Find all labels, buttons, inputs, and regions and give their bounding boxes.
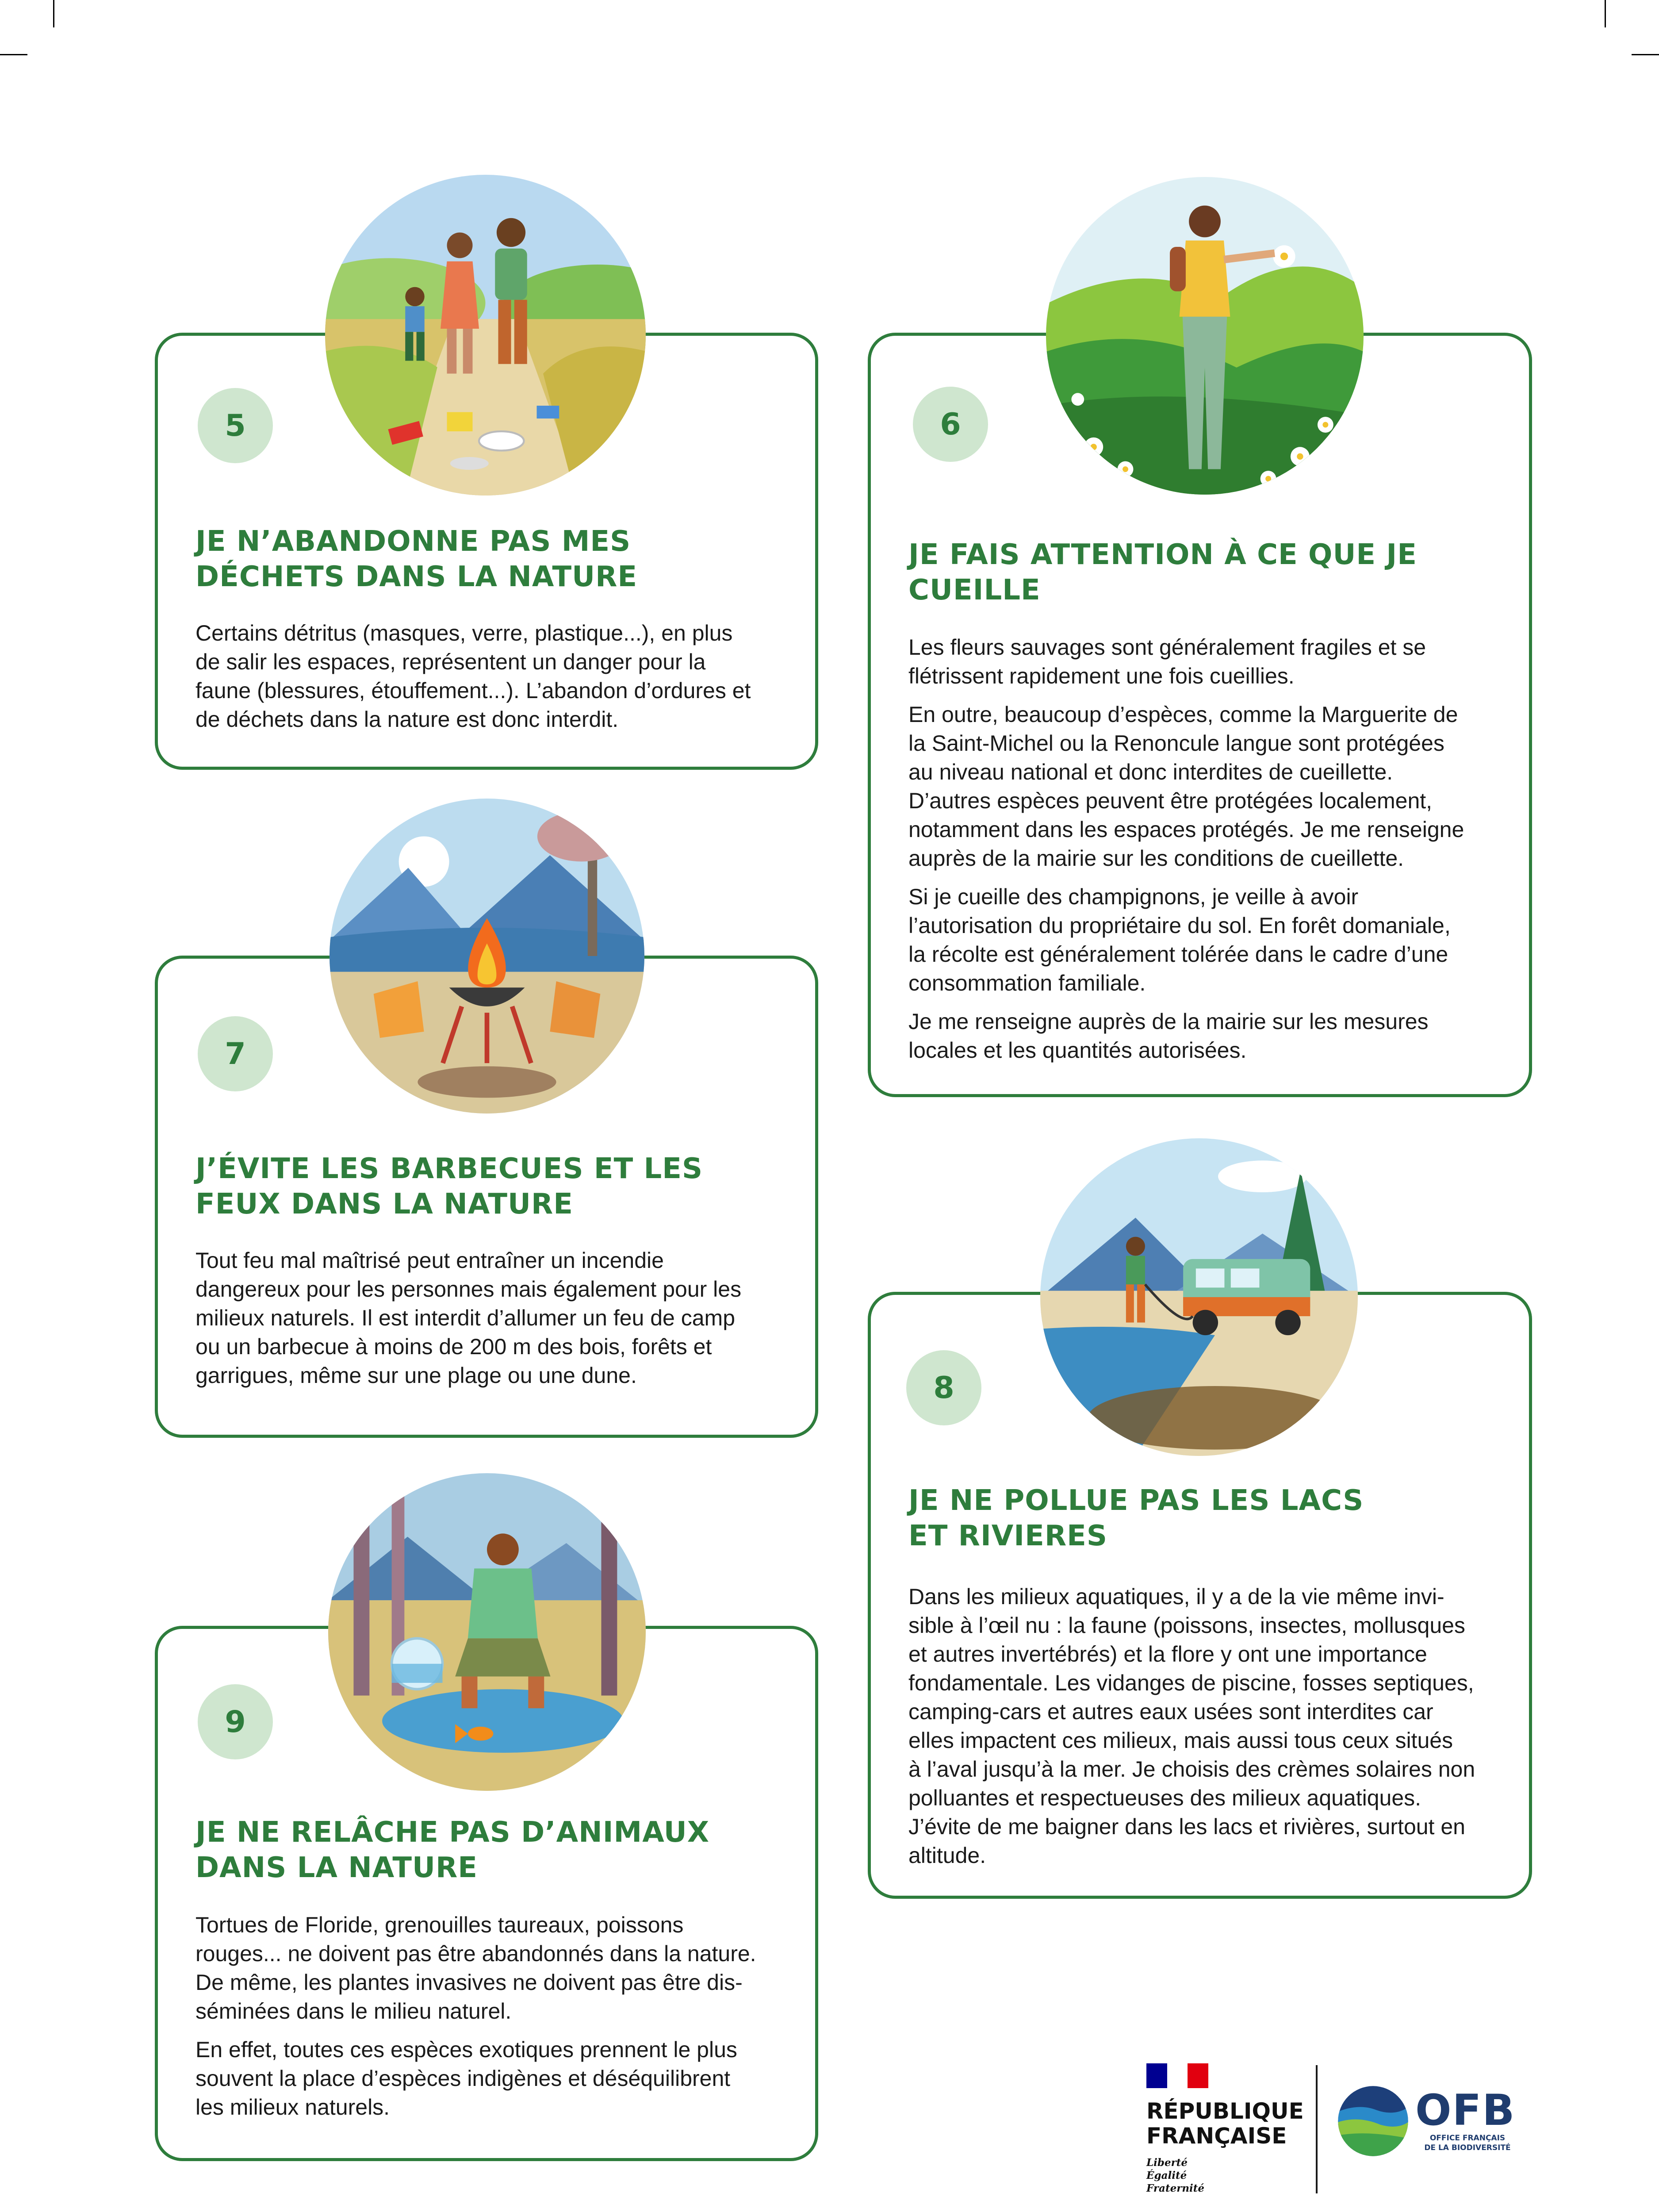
tip-number-badge: 6	[913, 387, 988, 462]
tip-title: JE FAIS ATTENTION À CE QUE JE CUEILLE	[908, 538, 1417, 607]
hiker-flowers-icon	[1046, 177, 1364, 495]
ofb-emblem-icon	[1337, 2085, 1410, 2158]
tip-number-badge: 5	[198, 388, 273, 463]
french-flag-icon	[1146, 2063, 1208, 2088]
campfire-barbecue-icon	[330, 799, 644, 1114]
republique-francaise-title: RÉPUBLIQUE FRANÇAISE	[1146, 2098, 1304, 2149]
tip-description: Tortues de Floride, grenouilles taureaux, poissons rouges... ne doivent pas être abandonnés dans la nature. De même, les plantes invasives ne doivent pas être dis- séminées dans le milieu naturel. En effet, toutes ces espèces exotiques prennent le plus souvent la place d’espèces indigènes et déséquilibrent les milieux naturels.	[195, 1912, 756, 2120]
republique-motto: Liberté Égalité Fraternité	[1146, 2157, 1205, 2194]
tip-title: J’ÉVITE LES BARBECUES ET LES FEUX DANS LA NATURE	[195, 1152, 703, 1221]
tip-description: Tout feu mal maîtrisé peut entraîner un incendie dangereux pour les personnes mais également pour les milieux naturels. Il est interdit d’allumer un feu de camp ou un barbecue à moins de 200 m des bois, forêts et garrigues, même sur une plage ou une dune.	[195, 1248, 742, 1388]
tip-number-badge: 7	[198, 1016, 273, 1091]
campervan-lake-icon	[1040, 1138, 1358, 1456]
tip-description: Dans les milieux aquatiques, il y a de la vie même invi- sible à l’œil nu : la faune (poissons, insectes, mollusques et autres invertébrés) et la flore y ont une importance fondamentale. Les vidanges de piscine, fosses septiques, camping-cars et autres eaux usées sont interdites car elles impactent ces milieux, mais aussi tous ceux situés à l’aval jusqu’à la mer. Je choisis des crèmes solaires non polluantes et respectueuses des milieux aquatiques. J’évite de me baigner dans les lacs et rivières, surtout en altitude.	[908, 1584, 1475, 1868]
tip-title: JE NE POLLUE PAS LES LACS ET RIVIERES	[908, 1484, 1364, 1552]
crop-mark	[1605, 0, 1606, 27]
ofb-logo	[1337, 2085, 1527, 2162]
tip-number-badge: 8	[906, 1350, 981, 1425]
republique-francaise-logo	[1146, 2063, 1304, 2200]
family-walk-litter-icon	[325, 175, 646, 495]
tip-description: Certains détritus (masques, verre, plastique...), en plus de salir les espaces, représentent un danger pour la faune (blessures, étouffement...). L’abandon d’ordures et de déchets dans la nature est donc interdit.	[195, 621, 751, 732]
logo-divider	[1316, 2065, 1318, 2193]
crop-mark	[53, 0, 54, 27]
ofb-acronym: OFB	[1415, 2085, 1516, 2135]
crop-mark	[0, 54, 27, 55]
tip-title: JE NE RELÂCHE PAS D’ANIMAUX DANS LA NATURE	[195, 1816, 710, 1884]
man-releasing-goldfish-icon	[328, 1473, 646, 1791]
tip-title: JE N’ABANDONNE PAS MES DÉCHETS DANS LA NATURE	[195, 525, 638, 593]
ofb-full-name: OFFICE FRANÇAIS DE LA BIODIVERSITÉ	[1424, 2134, 1511, 2152]
crop-mark	[1632, 54, 1659, 55]
tip-description: Les fleurs sauvages sont généralement fragiles et se flétrissent rapidement une fois cueillies. En outre, beaucoup d’espèces, comme la Marguerite de la Saint-Michel ou la Renoncule langue sont protégées au niveau national et donc interdites de cueillette. D’autres espèces peuvent être protégées localement, notamment dans les espaces protégés. Je me renseigne auprès de la mairie sur les conditions de cueillette. Si je cueille des champignons, je veille à avoir l’autorisation du propriétaire du sol. En forêt domaniale, la récolte est généralement tolérée dans le cadre d’une consommation familiale. Je me renseigne auprès de la mairie sur les mesures locales et les quantités autorisées.	[908, 635, 1464, 1063]
tip-number-badge: 9	[198, 1684, 273, 1759]
